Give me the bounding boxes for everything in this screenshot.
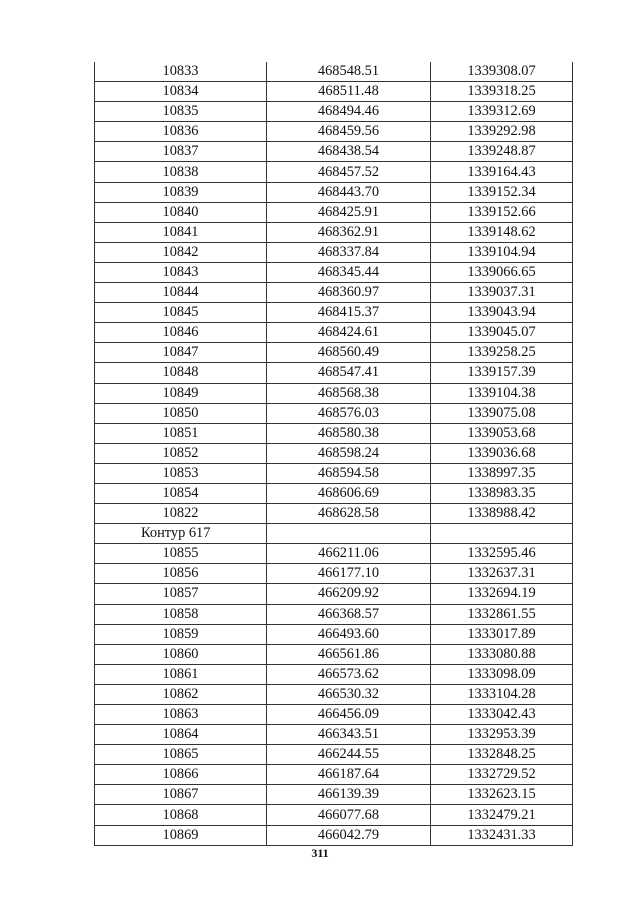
- table-row: [95, 463, 573, 483]
- x-coordinate-cell: 468547.41: [267, 363, 431, 383]
- point-id-cell: 10839: [95, 182, 267, 202]
- y-coordinate-cell: 1339043.94: [431, 303, 573, 323]
- y-coordinate-cell: 1339308.07: [431, 62, 573, 82]
- table-row: [95, 283, 573, 303]
- x-coordinate-cell: 466573.62: [267, 664, 431, 684]
- empty-cell: [431, 524, 573, 544]
- point-id-cell: 10854: [95, 483, 267, 503]
- x-coordinate-cell: 468628.58: [267, 504, 431, 524]
- y-coordinate-cell: 1339037.31: [431, 283, 573, 303]
- point-id-cell: 10847: [95, 343, 267, 363]
- table-row: [95, 62, 573, 82]
- coordinates-table: [94, 62, 573, 846]
- x-coordinate-cell: 466343.51: [267, 725, 431, 745]
- x-coordinate-cell: 468457.52: [267, 162, 431, 182]
- x-coordinate-cell: 468438.54: [267, 142, 431, 162]
- y-coordinate-cell: 1339318.25: [431, 82, 573, 102]
- empty-cell: [267, 524, 431, 544]
- x-coordinate-cell: 466211.06: [267, 544, 431, 564]
- y-coordinate-cell: 1339152.34: [431, 182, 573, 202]
- table-row: [95, 825, 573, 845]
- table-row: [95, 765, 573, 785]
- point-id-cell: 10840: [95, 202, 267, 222]
- table-row: [95, 403, 573, 423]
- table-row: [95, 705, 573, 725]
- y-coordinate-cell: 1339312.69: [431, 102, 573, 122]
- table-row: [95, 745, 573, 765]
- y-coordinate-cell: 1339258.25: [431, 343, 573, 363]
- point-id-cell: 10846: [95, 323, 267, 343]
- x-coordinate-cell: 466209.92: [267, 584, 431, 604]
- x-coordinate-cell: 468576.03: [267, 403, 431, 423]
- point-id-cell: 10837: [95, 142, 267, 162]
- table-row: [95, 82, 573, 102]
- y-coordinate-cell: 1339053.68: [431, 423, 573, 443]
- y-coordinate-cell: 1338983.35: [431, 483, 573, 503]
- table-row: [95, 785, 573, 805]
- x-coordinate-cell: 468424.61: [267, 323, 431, 343]
- x-coordinate-cell: 466368.57: [267, 604, 431, 624]
- x-coordinate-cell: 468598.24: [267, 443, 431, 463]
- y-coordinate-cell: 1338997.35: [431, 463, 573, 483]
- x-coordinate-cell: 468548.51: [267, 62, 431, 82]
- table-row: [95, 102, 573, 122]
- table-row: [95, 805, 573, 825]
- point-id-cell: 10857: [95, 584, 267, 604]
- x-coordinate-cell: 468494.46: [267, 102, 431, 122]
- point-id-cell: 10844: [95, 283, 267, 303]
- table-row: [95, 182, 573, 202]
- table-row: [95, 423, 573, 443]
- x-coordinate-cell: 466244.55: [267, 745, 431, 765]
- x-coordinate-cell: 468606.69: [267, 483, 431, 503]
- point-id-cell: 10849: [95, 383, 267, 403]
- point-id-cell: 10866: [95, 765, 267, 785]
- point-id-cell: 10864: [95, 725, 267, 745]
- table-row: [95, 262, 573, 282]
- point-id-cell: 10867: [95, 785, 267, 805]
- table-row: [95, 644, 573, 664]
- y-coordinate-cell: 1339292.98: [431, 122, 573, 142]
- point-id-cell: 10863: [95, 705, 267, 725]
- x-coordinate-cell: 466561.86: [267, 644, 431, 664]
- point-id-cell: 10848: [95, 363, 267, 383]
- y-coordinate-cell: 1339248.87: [431, 142, 573, 162]
- point-id-cell: 10858: [95, 604, 267, 624]
- y-coordinate-cell: 1333080.88: [431, 644, 573, 664]
- x-coordinate-cell: 468568.38: [267, 383, 431, 403]
- point-id-cell: 10822: [95, 504, 267, 524]
- y-coordinate-cell: 1339066.65: [431, 262, 573, 282]
- point-id-cell: 10845: [95, 303, 267, 323]
- table-row: [95, 725, 573, 745]
- table-row: [95, 323, 573, 343]
- point-id-cell: 10869: [95, 825, 267, 845]
- x-coordinate-cell: 466187.64: [267, 765, 431, 785]
- x-coordinate-cell: 466139.39: [267, 785, 431, 805]
- x-coordinate-cell: 468360.97: [267, 283, 431, 303]
- y-coordinate-cell: 1339036.68: [431, 443, 573, 463]
- table-row: [95, 162, 573, 182]
- x-coordinate-cell: 466493.60: [267, 624, 431, 644]
- point-id-cell: 10841: [95, 222, 267, 242]
- table-row: [95, 544, 573, 564]
- table-row: [95, 202, 573, 222]
- table-row: [95, 483, 573, 503]
- table-row: [95, 664, 573, 684]
- y-coordinate-cell: 1338988.42: [431, 504, 573, 524]
- table-row: [95, 222, 573, 242]
- point-id-cell: 10862: [95, 684, 267, 704]
- table-row: [95, 343, 573, 363]
- point-id-cell: 10868: [95, 805, 267, 825]
- x-coordinate-cell: 468580.38: [267, 423, 431, 443]
- y-coordinate-cell: 1332623.15: [431, 785, 573, 805]
- table-row: [95, 624, 573, 644]
- y-coordinate-cell: 1333104.28: [431, 684, 573, 704]
- y-coordinate-cell: 1339148.62: [431, 222, 573, 242]
- point-id-cell: 10855: [95, 544, 267, 564]
- coordinates-table-body: [95, 62, 573, 845]
- point-id-cell: 10835: [95, 102, 267, 122]
- table-row: [95, 303, 573, 323]
- y-coordinate-cell: 1339104.94: [431, 242, 573, 262]
- table-row: [95, 242, 573, 262]
- point-id-cell: 10861: [95, 664, 267, 684]
- table-row: [95, 504, 573, 524]
- point-id-cell: 10836: [95, 122, 267, 142]
- table-row: [95, 604, 573, 624]
- x-coordinate-cell: 468415.37: [267, 303, 431, 323]
- x-coordinate-cell: 466530.32: [267, 684, 431, 704]
- point-id-cell: 10865: [95, 745, 267, 765]
- point-id-cell: 10851: [95, 423, 267, 443]
- x-coordinate-cell: 468560.49: [267, 343, 431, 363]
- table-row: [95, 363, 573, 383]
- y-coordinate-cell: 1333042.43: [431, 705, 573, 725]
- table-row: [95, 122, 573, 142]
- table-row: [95, 383, 573, 403]
- table-row: [95, 443, 573, 463]
- y-coordinate-cell: 1339104.38: [431, 383, 573, 403]
- x-coordinate-cell: 468443.70: [267, 182, 431, 202]
- point-id-cell: 10860: [95, 644, 267, 664]
- table-row: [95, 584, 573, 604]
- table-row: [95, 142, 573, 162]
- table-row: [95, 684, 573, 704]
- x-coordinate-cell: 468337.84: [267, 242, 431, 262]
- section-label: Контур 617: [95, 524, 267, 544]
- point-id-cell: 10838: [95, 162, 267, 182]
- x-coordinate-cell: 468511.48: [267, 82, 431, 102]
- page-number: 311: [311, 846, 329, 860]
- y-coordinate-cell: 1332431.33: [431, 825, 573, 845]
- y-coordinate-cell: 1332729.52: [431, 765, 573, 785]
- x-coordinate-cell: 468345.44: [267, 262, 431, 282]
- point-id-cell: 10850: [95, 403, 267, 423]
- y-coordinate-cell: 1332953.39: [431, 725, 573, 745]
- x-coordinate-cell: 468459.56: [267, 122, 431, 142]
- x-coordinate-cell: 466177.10: [267, 564, 431, 584]
- y-coordinate-cell: 1332694.19: [431, 584, 573, 604]
- point-id-cell: 10853: [95, 463, 267, 483]
- x-coordinate-cell: 466077.68: [267, 805, 431, 825]
- y-coordinate-cell: 1339075.08: [431, 403, 573, 423]
- x-coordinate-cell: 466456.09: [267, 705, 431, 725]
- point-id-cell: 10834: [95, 82, 267, 102]
- table-row: [95, 564, 573, 584]
- x-coordinate-cell: 468362.91: [267, 222, 431, 242]
- y-coordinate-cell: 1339045.07: [431, 323, 573, 343]
- y-coordinate-cell: 1339164.43: [431, 162, 573, 182]
- y-coordinate-cell: 1339157.39: [431, 363, 573, 383]
- section-row: [95, 524, 573, 544]
- point-id-cell: 10833: [95, 62, 267, 82]
- point-id-cell: 10843: [95, 262, 267, 282]
- y-coordinate-cell: 1333098.09: [431, 664, 573, 684]
- x-coordinate-cell: 466042.79: [267, 825, 431, 845]
- y-coordinate-cell: 1332479.21: [431, 805, 573, 825]
- y-coordinate-cell: 1332595.46: [431, 544, 573, 564]
- point-id-cell: 10856: [95, 564, 267, 584]
- y-coordinate-cell: 1332637.31: [431, 564, 573, 584]
- x-coordinate-cell: 468425.91: [267, 202, 431, 222]
- x-coordinate-cell: 468594.58: [267, 463, 431, 483]
- y-coordinate-cell: 1332848.25: [431, 745, 573, 765]
- y-coordinate-cell: 1333017.89: [431, 624, 573, 644]
- point-id-cell: 10852: [95, 443, 267, 463]
- y-coordinate-cell: 1339152.66: [431, 202, 573, 222]
- point-id-cell: 10842: [95, 242, 267, 262]
- point-id-cell: 10859: [95, 624, 267, 644]
- y-coordinate-cell: 1332861.55: [431, 604, 573, 624]
